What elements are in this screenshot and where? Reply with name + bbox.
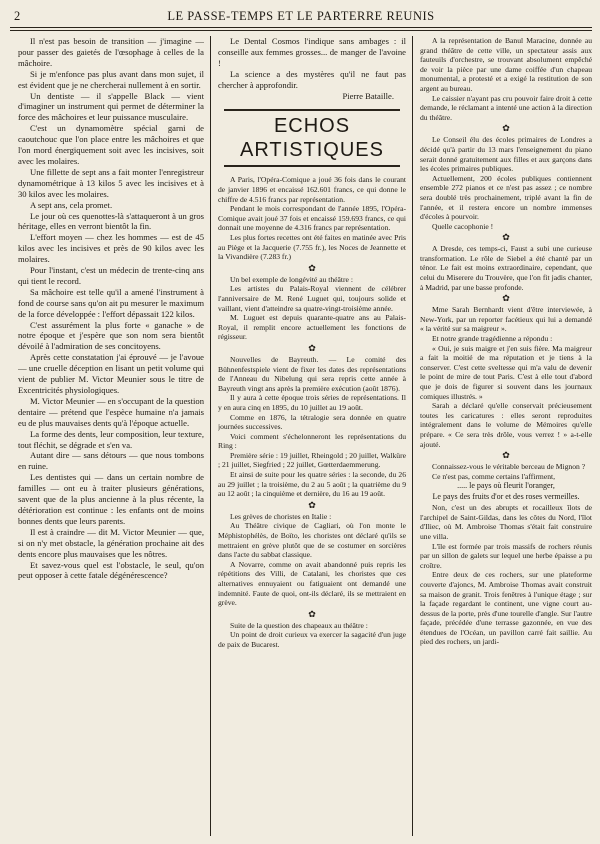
echo-paragraph: Il y aura à cette époque trois séries de représentations. Il y en aura cinq en 1895, du 10 juillet au 19 août.: [218, 393, 406, 412]
article-paragraph: Il n'est pas besoin de transition — j'imagine — pour passer des gaietés de l'œsophage à celles de la mâchoire.: [18, 36, 204, 68]
column-rule-2: [412, 36, 413, 836]
echo-paragraph: Et notre grande tragédienne a répondu :: [432, 334, 553, 344]
article-paragraph: Sa mâchoire est telle qu'il a amené l'instrument à fond de course sans qu'on ait pu mesurer le maximum de la force développée : l'effort dépassait 122 kilos.: [18, 286, 204, 319]
echo-paragraph: Voici comment s'échelonneront les représentations du Ring :: [218, 431, 406, 451]
echo-paragraph: Première série : 19 juillet, Rheingold ; 20 juillet, Walküre ; 21 juillet, Siegfried ; 22 juillet, Gœtterdaemmerung.: [218, 450, 406, 470]
echo-paragraph: M. Luguet est depuis quarante-quatre ans au Palais-Royal, il remplit encore actuellement les fonctions de régisseur.: [218, 313, 406, 342]
echo-paragraph: Un point de droit curieux va exercer la sagacité d'un juge de paix de Bucarest.: [218, 630, 406, 649]
article-paragraph: Après cette constatation j'ai éprouvé — je l'avoue — une cruelle déception en lisant un petit volume qui vient de publier M. Victor Meunier sous le titre de Excentricités physiologiques.: [18, 352, 204, 395]
echo-paragraph: Suite de la question des chapeaux au théâtre :: [230, 620, 368, 630]
echo-paragraph: Et ainsi de suite pour les quatre séries : la seconde, du 26 au 29 juillet ; la troisième, du 2 au 5 août ; la quatrième du 9 au 12 août ; la cinquième et dernière, du 16 au 19 août.: [218, 470, 406, 499]
page-number: 2: [14, 9, 21, 23]
echo-paragraph: Le Conseil élu des écoles primaires de Londres a décidé qu'à partir du 13 mars l'enseignement du piano serait donné gratuitement aux filles et aux garçons dans les écoles primaires publiques.: [420, 135, 592, 174]
echo-paragraph: « Oui, je suis maigre et j'en suis fière. Ma maigreur a fait la moitié de ma réputation et je tiens à la conserver. C'est cette sveltesse qui m'a valu de devenir le point de mire de tout Paris. C'est à elle tout d'abord que je dois de figurer si souvent dans les journaux comiques illustrés. »: [420, 343, 592, 401]
header-rule-bottom: [10, 30, 592, 31]
column-2: [218, 36, 406, 836]
article-paragraph: Le Dental Cosmos l'indique sans ambages : il conseille aux femmes grosses... de manger de l'avoine !: [218, 36, 406, 68]
echo-paragraph: A Novarre, comme on avait abandonné puis repris les répétitions des Villi, de Catalani, les choristes que ces alternatives ennuyaient ou fatiguaient ont demandé une indemnité. Faute de quoi, ont-ils déclaré, ils se mettraient en grève.: [218, 559, 406, 608]
article-paragraph: L'effort moyen — chez les hommes — est de 45 kilos avec les incisives et près de 90 kilos avec les molaires.: [18, 232, 204, 265]
ornament-divider: ✿: [502, 293, 510, 304]
article-paragraph: M. Victor Meunier — en s'occupant de la question dentaire — prétend que l'espèce humaine n'a jamais eu de plus mauvaises dents qu'à l'époque actuelle.: [18, 395, 204, 428]
article-paragraph: Si je m'enfonce pas plus avant dans mon sujet, il est évident que je ne chercherai nullement à en sortir.: [18, 68, 204, 90]
ornament-divider: ✿: [308, 499, 316, 510]
ornament-divider: ✿: [308, 262, 316, 273]
echo-paragraph: Entre deux de ces rochers, sur une plateforme couverte d'ajoncs, M. Ambroise Thomas avait construit sa maison de granit. Trois fenêtres à l'unique étage ; sur la façade regardant le continent, une vigne court au-dessus de la porte, près d'une tourelle d'angle. Sur l'autre façade, précédée d'une terrasse gazonnée, en vue des étendues de l'Océan, un pavillon carré fait saillie. Au pied des rochers, un jardi-: [420, 570, 592, 647]
echo-paragraph: Un bel exemple de longévité au théâtre :: [230, 274, 353, 284]
article-paragraph: La forme des dents, leur composition, leur texture, tout fléchit, se dégrade et s'en va.: [18, 428, 204, 450]
echo-paragraph: Les grèves de choristes en Italie :: [230, 511, 332, 521]
column-rule-1: [210, 36, 211, 836]
echo-paragraph: L'île est formée par trois massifs de rochers réunis par un sillon de galets sur lequel une herbe épaisse a pu croître.: [420, 541, 592, 570]
echo-paragraph: Nouvelles de Bayreuth. — Le comité des Bühnenfestspiele vient de fixer les dates des représentations de l'Anneau du Nibelung qui sera repris cette année à Bayreuth vingt ans après la première exécution (août 1876).: [218, 354, 406, 393]
article-paragraph: Autant dire — sans détours — que nous tombons en ruine.: [18, 450, 204, 472]
ornament-divider: ✿: [502, 123, 510, 134]
echo-paragraph: A Dresde, ces temps-ci, Faust a subi une curieuse transformation. Le rôle de Siebel a été chanté par un ténor. Le fait est moins extraordinaire, cependant, que celui du Miserere du Trouvère, que l'on fit jadis chanter, à Madrid, par une basse profonde.: [420, 244, 592, 292]
article-paragraph: La science a des mystères qu'il ne faut pas chercher à approfondir.: [218, 68, 406, 90]
ornament-divider: ✿: [308, 342, 316, 353]
echo-paragraph: A la représentation de Banul Maracine, donnée au grand théâtre de cette ville, un spectateur assis aux fauteuils d'orchestre, se trouvant absolument empêché de voir la pièce par une dame coiffée d'un chapeau monumental, a protesté et a exigé la restitution de son argent au bureau.: [420, 36, 592, 93]
article-paragraph: Le jour où ces quenottes-là s'attaqueront à un gros héritage, elles en verront bientôt la fin.: [18, 210, 204, 232]
section-title-echos-artistiques: ECHOS ARTISTIQUES: [224, 109, 400, 167]
echo-paragraph: Pendant le mois correspondant de l'année 1895, l'Opéra-Comique avait joué 37 fois et encaissé 159.693 francs, ce qui donnait une moyenne de 4.316 francs par représentation.: [218, 204, 406, 233]
echo-paragraph: Au Théâtre civique de Cagliari, où l'on monte le Méphistophélès, de Boïto, les choristes ont déclaré qu'ils se mettraient en grève plutôt que de se costumer en sorcières dans l'acte du sabbat classique.: [218, 521, 406, 560]
ornament-divider: ✿: [502, 450, 510, 461]
echo-paragraph: A Paris, l'Opéra-Comique a joué 36 fois dans le courant de janvier 1896 et encaissé 162.601 francs, ce qui donne le chiffre de 4.516 francs par représentation.: [218, 175, 406, 204]
article-paragraph: Il est à craindre — dit M. Victor Meunier — que, si on n'y met obstacle, la génération prochaine ait des dents encore plus mauvaises que les nôtres.: [18, 526, 204, 559]
newspaper-title: LE PASSE-TEMPS ET LE PARTERRE REUNIS: [167, 9, 435, 23]
article-paragraph: C'est un dynamomètre spécial garni de caoutchouc que l'on place entre les mâchoires et que l'on mord énergiquement soit avec les incisives, soit avec les molaires.: [18, 123, 204, 166]
verse-line: Le pays des fruits d'or et des roses vermeilles.: [432, 492, 580, 502]
article-paragraph: Une fillette de sept ans a fait monter l'enregistreur dynamométrique à 13 kilos 5 avec les incisives et à 30 kilos avec les molaires.: [18, 166, 204, 199]
article-paragraph: C'est assurément la plus forte « ganache » de notre époque et j'espère que son nom sera bientôt dévoilé à l'admiration de ses concitoyens.: [18, 319, 204, 352]
ornament-divider: ✿: [308, 608, 316, 619]
echo-paragraph: Non, c'est un des abrupts et rocailleux îlots de l'archipel de Saint-Gildas, dans les côtes du Nord, l'îlot d'Iliec, où M. Ambroise Thomas s'était fait construire une villa.: [420, 503, 592, 541]
article-paragraph: Pour l'instant, c'est un médecin de trente-cinq ans qui tient le record.: [18, 265, 204, 286]
column-3: [420, 36, 592, 836]
echo-paragraph: Mme Sarah Bernhardt vient d'être interviewée, à New-York, par un reporter facétieux qui lui a demandé « la vérité sur sa maigreur ».: [420, 305, 592, 334]
echo-paragraph: Ce n'est pas, comme certains l'affirment,: [432, 471, 556, 481]
article-paragraph: Les dentistes qui — dans un certain nombre de familles — ont eu à traiter plusieurs générations, savent que de la plus ancienne à la plus récente, la détérioration est continue : les enfants ont de moins bonnes dents que leurs parents.: [18, 472, 204, 526]
ornament-divider: ✿: [502, 232, 510, 243]
running-header: [10, 8, 592, 26]
echo-paragraph: Actuellement, 200 écoles publiques contiennent ensemble 272 pianos et ce n'est pas assez ; ce nombre sera doublé très prochainement, triplé avant la fin de l'année, et il restera encore un nombre immenses d'écoles à pourvoir.: [420, 173, 592, 222]
echo-paragraph: Quelle cacophonie !: [432, 221, 494, 231]
echo-paragraph: Les plus fortes recettes ont été faites en matinée avec Pris au Piège et la Jacquerie (7.755 fr.), les Noces de Jeannette et la Vivandière (7.283 fr.): [218, 233, 406, 262]
echo-paragraph: Comme en 1876, la tétralogie sera donnée en quatre journées successives.: [218, 412, 406, 432]
article-paragraph: A sept ans, cela promet.: [30, 199, 113, 210]
article-paragraph: Et savez-vous quel est l'obstacle, le seul, qu'on peut opposer à cette fatale dégénérescence?: [18, 559, 204, 581]
header-rule-top: [10, 27, 592, 28]
author-signature: Pierre Bataille.: [342, 90, 394, 101]
column-1: [18, 36, 204, 836]
echo-paragraph: Les artistes du Palais-Royal viennent de célébrer l'anniversaire de M. René Luguet qui, toujours solide et vaillant, vient d'atteindre sa quatre-vingt-troisième année.: [218, 284, 406, 313]
article-paragraph: Un dentiste — il s'appelle Black — vient d'imaginer un instrument qui permet de déterminer la force des mâchoires et leur puissance musculaire.: [18, 90, 204, 123]
echo-paragraph: Sarah a déclaré qu'elle conservait précieusement toutes les caricatures : elles seront reproduites intégralement dans le volume de Mémoires qu'elle prépare. « Ce sera très drôle, vous verrez ! » a-t-elle ajouté.: [420, 401, 592, 449]
echo-paragraph: Connaissez-vous le véritable berceau de Mignon ?: [432, 462, 586, 472]
verse-line: ..... le pays où fleurit l'oranger,: [457, 481, 555, 491]
echo-paragraph: Le caissier n'ayant pas cru pouvoir faire droit à cette demande, le réclamant a intenté une action à la direction du théâtre.: [420, 93, 592, 122]
